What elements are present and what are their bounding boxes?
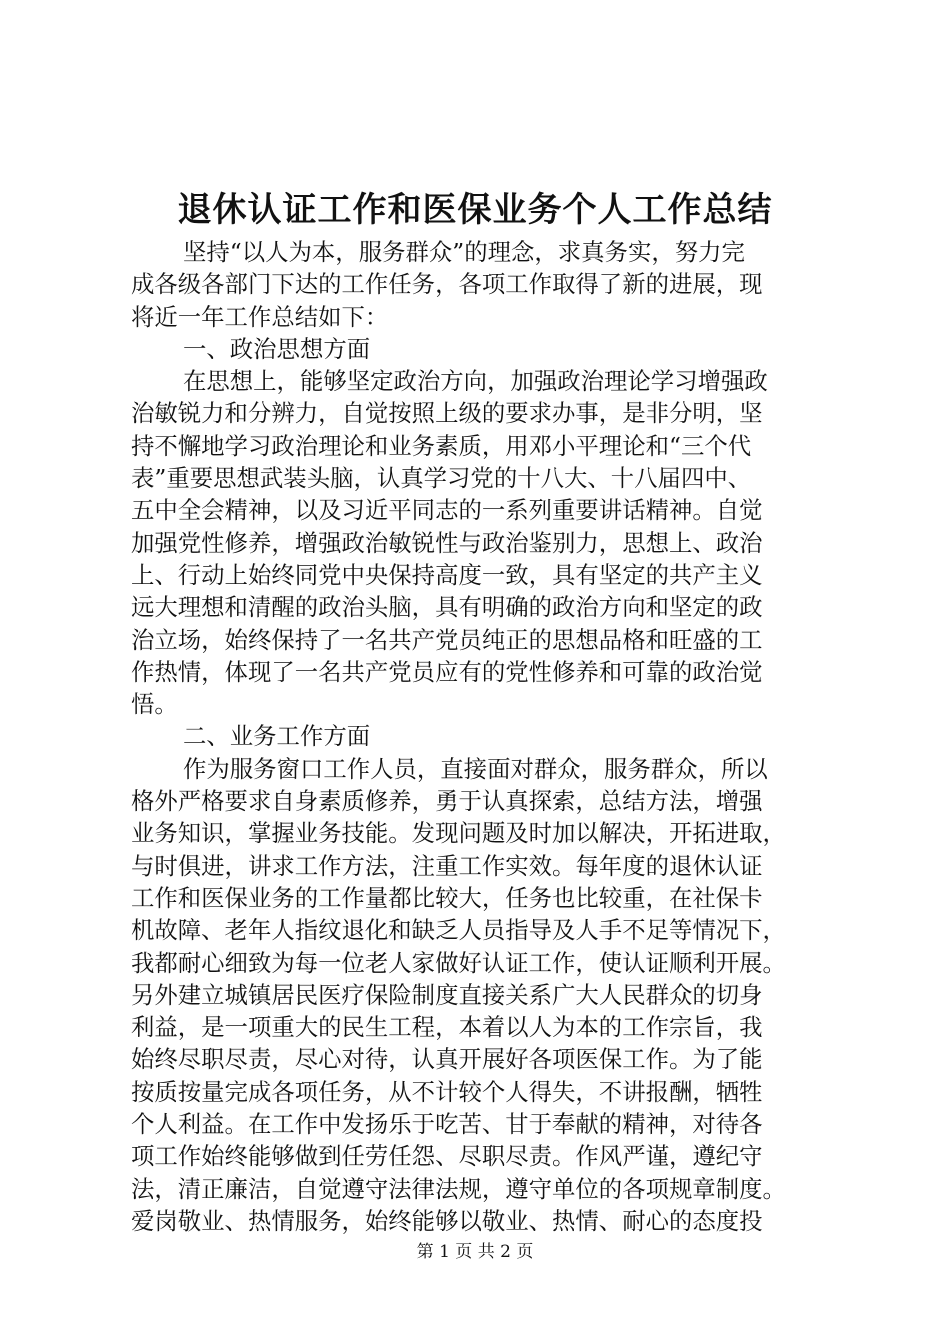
paragraph-line: 我都耐心细致为每一位老人家做好认证工作，使认证顺利开展。 (131, 948, 786, 977)
paragraph-line: 始终尽职尽责，尽心对待，认真开展好各项医保工作。为了能 (131, 1045, 763, 1074)
paragraph-line: 利益，是一项重大的民生工程，本着以人为本的工作宗旨，我 (131, 1013, 763, 1042)
paragraph-line: 表”重要思想武装头脑，认真学习党的十八大、十八届四中、 (131, 464, 752, 493)
paragraph-line: 持不懈地学习政治理论和业务素质，用邓小平理论和“三个代 (131, 431, 752, 460)
paragraph-line: 治立场，始终保持了一名共产党员纯正的思想品格和旺盛的工 (131, 625, 763, 654)
paragraph-line: 将近一年工作总结如下： (131, 302, 389, 331)
paragraph-line: 远大理想和清醒的政治头脑，具有明确的政治方向和坚定的政 (131, 593, 763, 622)
section-heading: 二、业务工作方面 (183, 722, 371, 751)
paragraph-line: 格外严格要求自身素质修养，勇于认真探索，总结方法，增强 (131, 787, 763, 816)
paragraph-line: 作为服务窗口工作人员，直接面对群众，服务群众，所以 (183, 754, 768, 783)
paragraph-line: 上、行动上始终同党中央保持高度一致，具有坚定的共产主义 (131, 560, 763, 589)
paragraph-line: 悟。 (131, 690, 178, 719)
paragraph-line: 业务知识，掌握业务技能。发现问题及时加以解决，开拓进取， (131, 819, 786, 848)
paragraph-line: 成各级各部门下达的工作任务，各项工作取得了新的进展，现 (131, 270, 763, 299)
paragraph-line: 五中全会精神，以及习近平同志的一系列重要讲话精神。自觉 (131, 496, 763, 525)
section-heading: 一、政治思想方面 (183, 334, 371, 363)
paragraph-line: 爱岗敬业、热情服务，始终能够以敬业、热情、耐心的态度投 (131, 1206, 763, 1235)
document-title: 退休认证工作和医保业务个人工作总结 (177, 190, 773, 230)
paragraph-line: 另外建立城镇居民医疗保险制度直接关系广大人民群众的切身 (131, 980, 763, 1009)
paragraph-line: 在思想上，能够坚定政治方向，加强政治理论学习增强政 (183, 367, 768, 396)
paragraph-line: 法，清正廉洁，自觉遵守法律法规，遵守单位的各项规章制度。 (131, 1174, 786, 1203)
paragraph-line: 个人利益。在工作中发扬乐于吃苦、甘于奉献的精神，对待各 (131, 1110, 763, 1139)
paragraph-line: 项工作始终能够做到任劳任怨、尽职尽责。作风严谨，遵纪守 (131, 1142, 763, 1171)
paragraph-line: 加强党性修养，增强政治敏锐性与政治鉴别力，思想上、政治 (131, 528, 763, 557)
paragraph-line: 坚持“以人为本，服务群众”的理念，求真务实，努力完 (183, 238, 745, 266)
page-number-footer: 第 1 页 共 2 页 (416, 1242, 534, 1262)
paragraph-line: 与时俱进，讲求工作方法，注重工作实效。每年度的退休认证 (131, 851, 763, 880)
paragraph-line: 按质按量完成各项任务，从不计较个人得失，不讲报酬，牺牲 (131, 1077, 763, 1106)
paragraph-line: 作热情，体现了一名共产党员应有的党性修养和可靠的政治觉 (131, 657, 763, 686)
paragraph-line: 治敏锐力和分辨力，自觉按照上级的要求办事，是非分明，坚 (131, 399, 763, 428)
paragraph-line: 机故障、老年人指纹退化和缺乏人员指导及人手不足等情况下， (131, 916, 786, 945)
document-body (131, 236, 831, 1237)
paragraph-line: 工作和医保业务的工作量都比较大，任务也比较重，在社保卡 (131, 883, 763, 912)
